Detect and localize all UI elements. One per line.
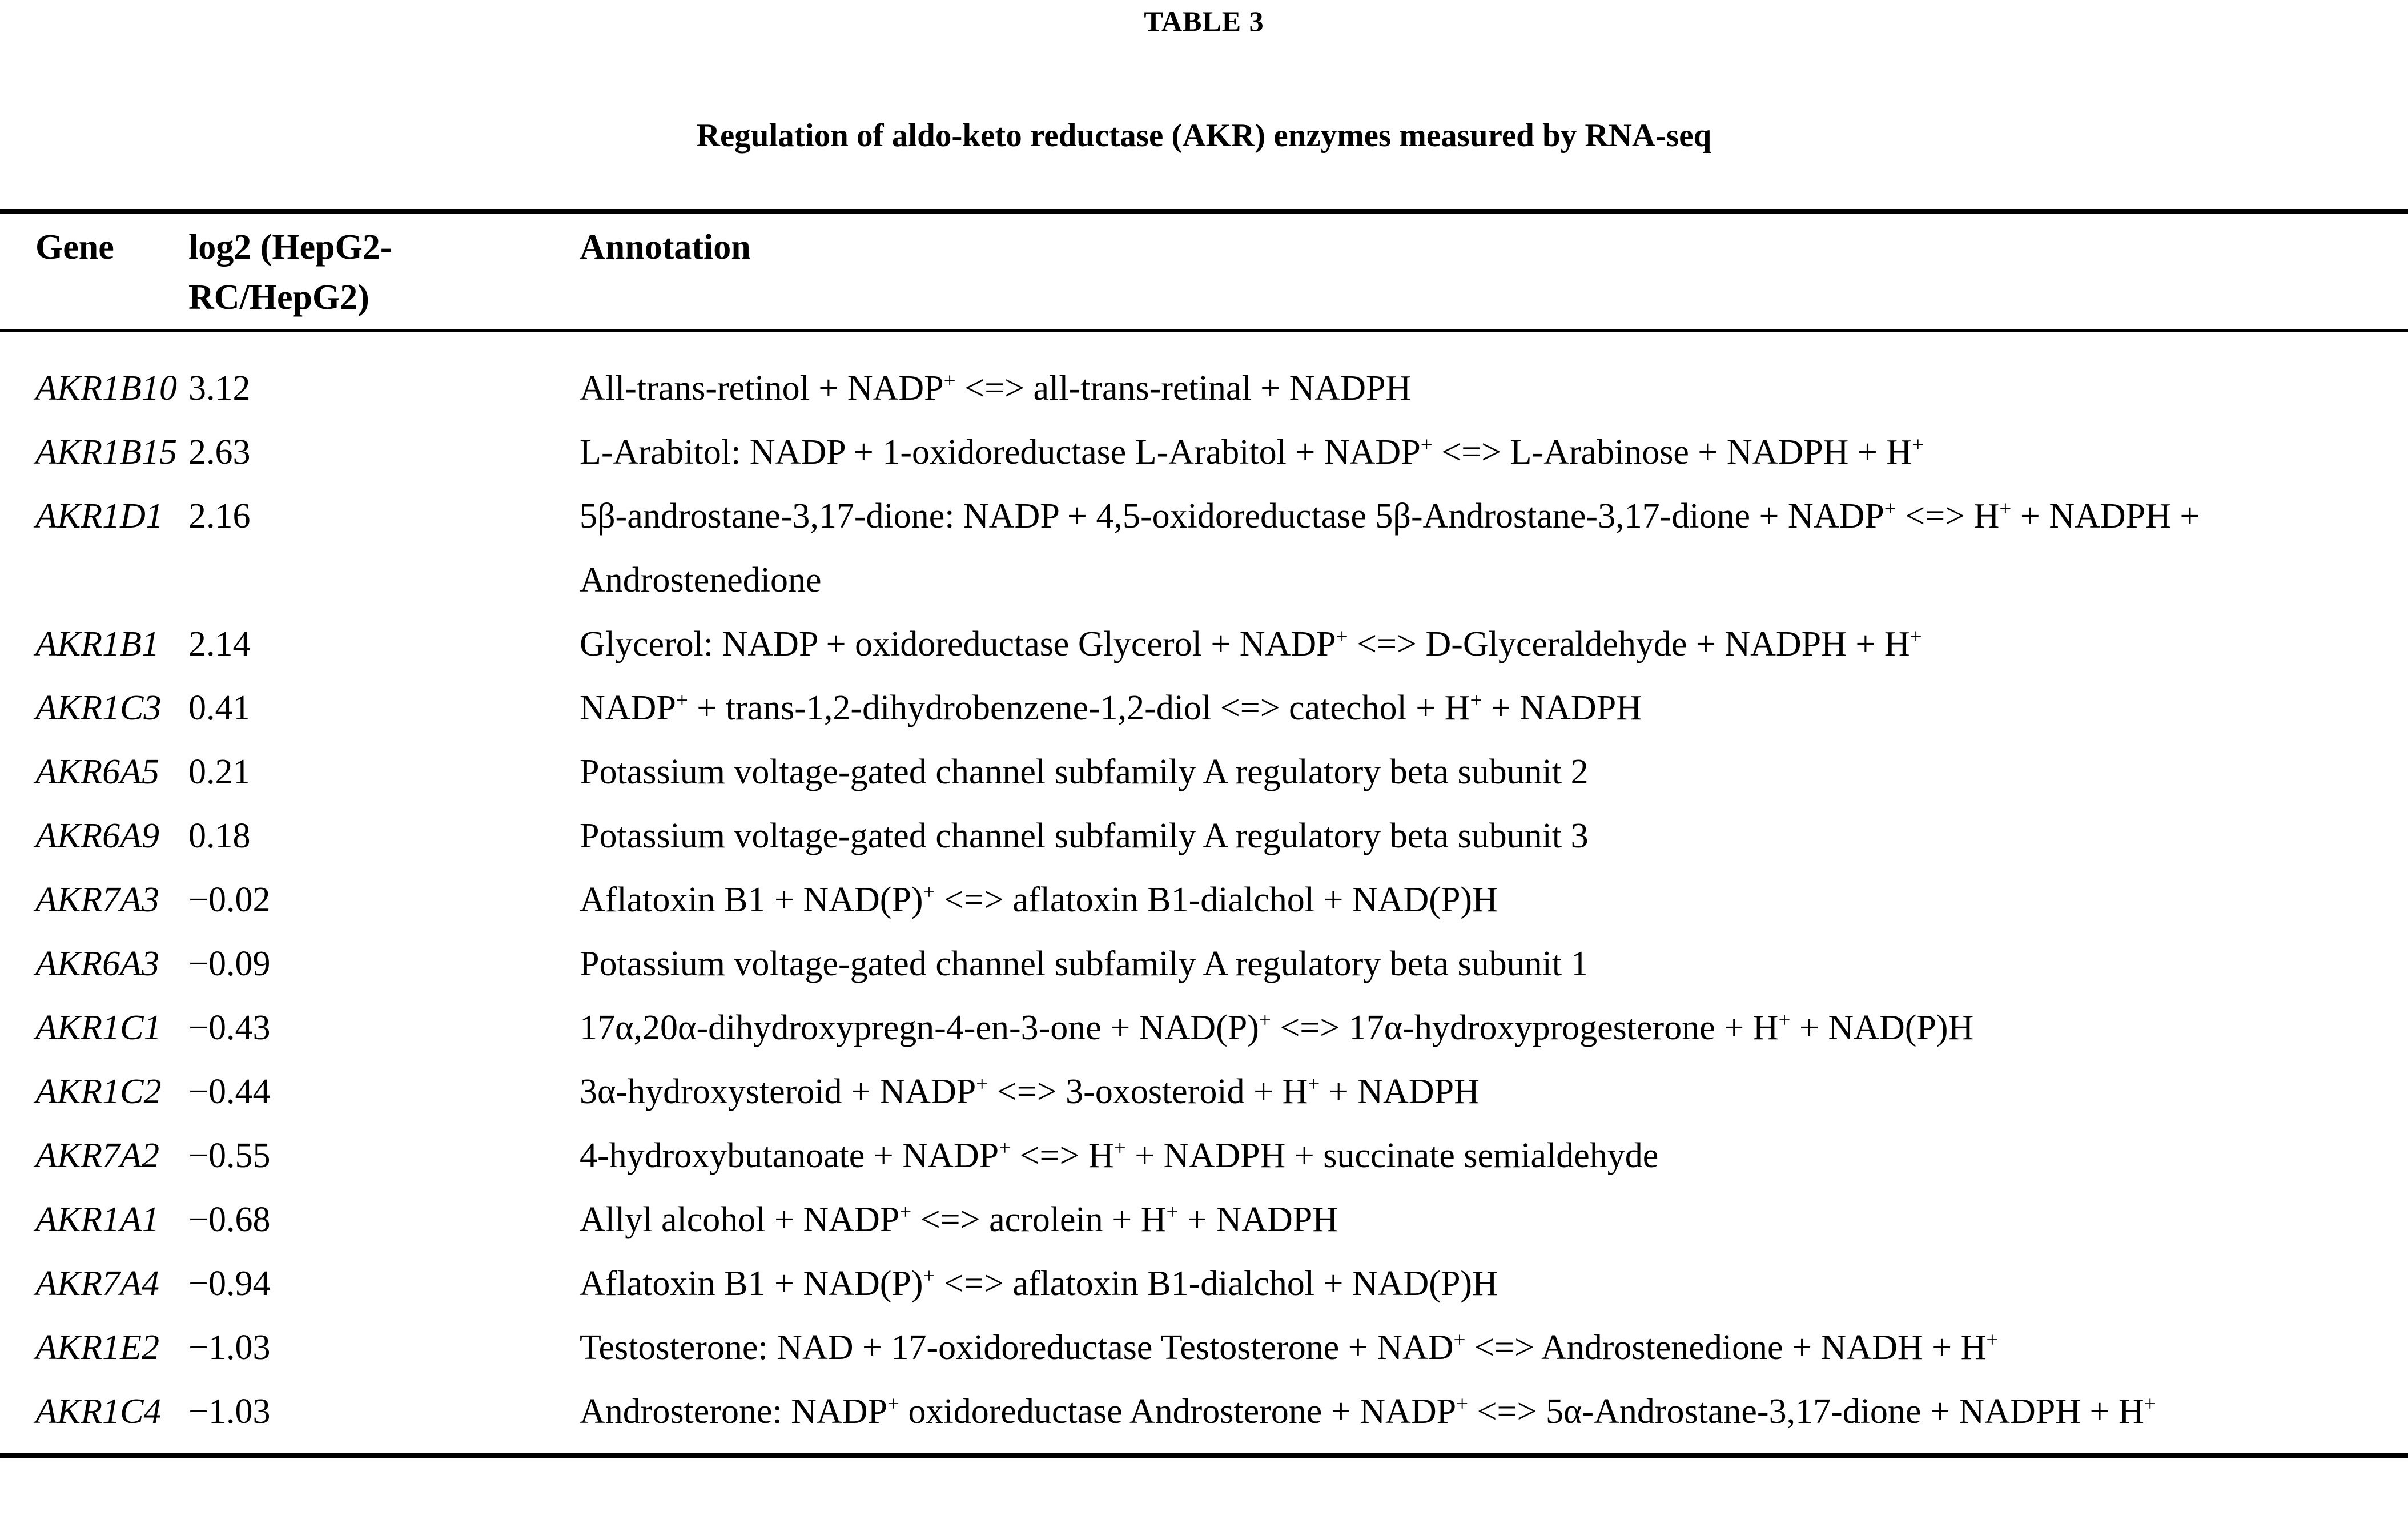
table-row xyxy=(0,804,2408,868)
gene-cell: AKR1B15 xyxy=(35,433,177,472)
table-body xyxy=(0,331,2408,1455)
log2-value-cell: −0.55 xyxy=(188,1136,271,1175)
log2-value-cell: −0.43 xyxy=(188,1008,271,1047)
table-row xyxy=(0,1252,2408,1316)
column-header-log2 xyxy=(188,212,580,331)
annotation-cell: Androsterone: NADP+ oxidoreductase Androsterone + NADP+ <=> 5α-Androstane-3,17-dione + NADPH + H+ xyxy=(580,1392,2156,1431)
annotation-cell: 4-hydroxybutanoate + NADP+ <=> H+ + NADPH + succinate semialdehyde xyxy=(580,1136,1659,1175)
table-row xyxy=(0,612,2408,676)
log2-value-cell: −0.02 xyxy=(188,880,271,919)
gene-cell: AKR1C1 xyxy=(35,1008,162,1047)
gene-cell: AKR7A3 xyxy=(35,880,159,919)
log2-value-cell: 2.63 xyxy=(188,433,251,472)
table-row xyxy=(0,932,2408,996)
annotation-cell: Aflatoxin B1 + NAD(P)+ <=> aflatoxin B1-dialchol + NAD(P)H xyxy=(580,1264,1498,1303)
annotation-cell: 17α,20α-dihydroxypregn-4-en-3-one + NAD(P)+ <=> 17α-hydroxyprogesterone + H+ + NAD(P)H xyxy=(580,1008,1974,1047)
log2-value-cell: 3.12 xyxy=(188,369,251,408)
table-header xyxy=(0,212,2408,331)
gene-cell: AKR6A3 xyxy=(35,944,159,983)
table-row xyxy=(0,1316,2408,1380)
table-subtitle: Regulation of aldo-keto reductase (AKR) enzymes measured by RNA-seq xyxy=(696,118,1712,154)
annotation-cell: Aflatoxin B1 + NAD(P)+ <=> aflatoxin B1-dialchol + NAD(P)H xyxy=(580,880,1498,919)
table-row xyxy=(0,740,2408,804)
column-header-log2-label: log2 (HepG2-RC/HepG2) xyxy=(188,228,392,317)
log2-value-cell: 2.14 xyxy=(188,625,251,663)
annotation-cell: Testosterone: NAD + 17-oxidoreductase Testosterone + NAD+ <=> Androstenedione + NADH + H+ xyxy=(580,1328,1999,1367)
log2-value-cell: 0.21 xyxy=(188,753,251,791)
log2-value-cell: −0.44 xyxy=(188,1072,271,1111)
gene-cell: AKR6A9 xyxy=(35,817,159,855)
log2-value-cell: 0.18 xyxy=(188,817,251,855)
table-number-title: TABLE 3 xyxy=(1144,5,1264,37)
table-row xyxy=(0,676,2408,740)
gene-cell: AKR1B10 xyxy=(35,369,177,408)
gene-cell: AKR7A4 xyxy=(35,1264,159,1303)
log2-value-cell: −0.68 xyxy=(188,1200,271,1239)
log2-value-cell: 0.41 xyxy=(188,689,251,727)
column-header-annotation-label: Annotation xyxy=(580,228,751,267)
gene-cell: AKR6A5 xyxy=(35,753,159,791)
column-header-gene-label: Gene xyxy=(35,228,114,267)
gene-cell: AKR1C3 xyxy=(35,689,162,727)
table-row xyxy=(0,1188,2408,1252)
annotation-cell: All-trans-retinol + NADP+ <=> all-trans-retinal + NADPH xyxy=(580,369,1412,408)
column-header-annotation xyxy=(580,212,2408,331)
annotation-cell: NADP+ + trans-1,2-dihydrobenzene-1,2-diol <=> catechol + H+ + NADPH xyxy=(580,689,1642,727)
table-row xyxy=(0,484,2408,612)
annotation-cell: Glycerol: NADP + oxidoreductase Glycerol + NADP+ <=> D-Glyceraldehyde + NADPH + H+ xyxy=(580,625,1922,663)
column-header-gene xyxy=(0,212,188,331)
log2-value-cell: 2.16 xyxy=(188,497,251,536)
gene-cell: AKR1A1 xyxy=(35,1200,159,1239)
gene-cell: AKR7A2 xyxy=(35,1136,159,1175)
table-row xyxy=(0,1380,2408,1455)
annotation-cell: Potassium voltage-gated channel subfamily A regulatory beta subunit 1 xyxy=(580,944,1589,983)
gene-cell: AKR1C2 xyxy=(35,1072,162,1111)
akr-enzymes-table xyxy=(0,209,2408,1458)
log2-value-cell: −1.03 xyxy=(188,1328,271,1367)
table-row xyxy=(0,996,2408,1060)
table-row xyxy=(0,331,2408,421)
gene-cell: AKR1B1 xyxy=(35,625,159,663)
gene-cell: AKR1E2 xyxy=(35,1328,159,1367)
annotation-cell: L-Arabitol: NADP + 1-oxidoreductase L-Arabitol + NADP+ <=> L-Arabinose + NADPH + H+ xyxy=(580,433,1924,472)
annotation-cell: Potassium voltage-gated channel subfamily A regulatory beta subunit 2 xyxy=(580,753,1589,791)
header-row xyxy=(0,212,2408,331)
table-row xyxy=(0,420,2408,484)
table-row xyxy=(0,1060,2408,1124)
table-row xyxy=(0,1124,2408,1188)
log2-value-cell: −1.03 xyxy=(188,1392,271,1431)
table-row xyxy=(0,868,2408,932)
annotation-cell: 3α-hydroxysteroid + NADP+ <=> 3-oxosteroid + H+ + NADPH xyxy=(580,1072,1480,1111)
log2-value-cell: −0.09 xyxy=(188,944,271,983)
gene-cell: AKR1D1 xyxy=(35,497,163,536)
annotation-cell: Potassium voltage-gated channel subfamily A regulatory beta subunit 3 xyxy=(580,817,1589,855)
gene-cell: AKR1C4 xyxy=(35,1392,162,1431)
log2-value-cell: −0.94 xyxy=(188,1264,271,1303)
annotation-cell: 5β-androstane-3,17-dione: NADP + 4,5-oxidoreductase 5β-Androstane-3,17-dione + NADP+ <=> H+ + NADPH + Androstenedione xyxy=(580,497,2200,600)
annotation-cell: Allyl alcohol + NADP+ <=> acrolein + H+ + NADPH xyxy=(580,1200,1338,1239)
